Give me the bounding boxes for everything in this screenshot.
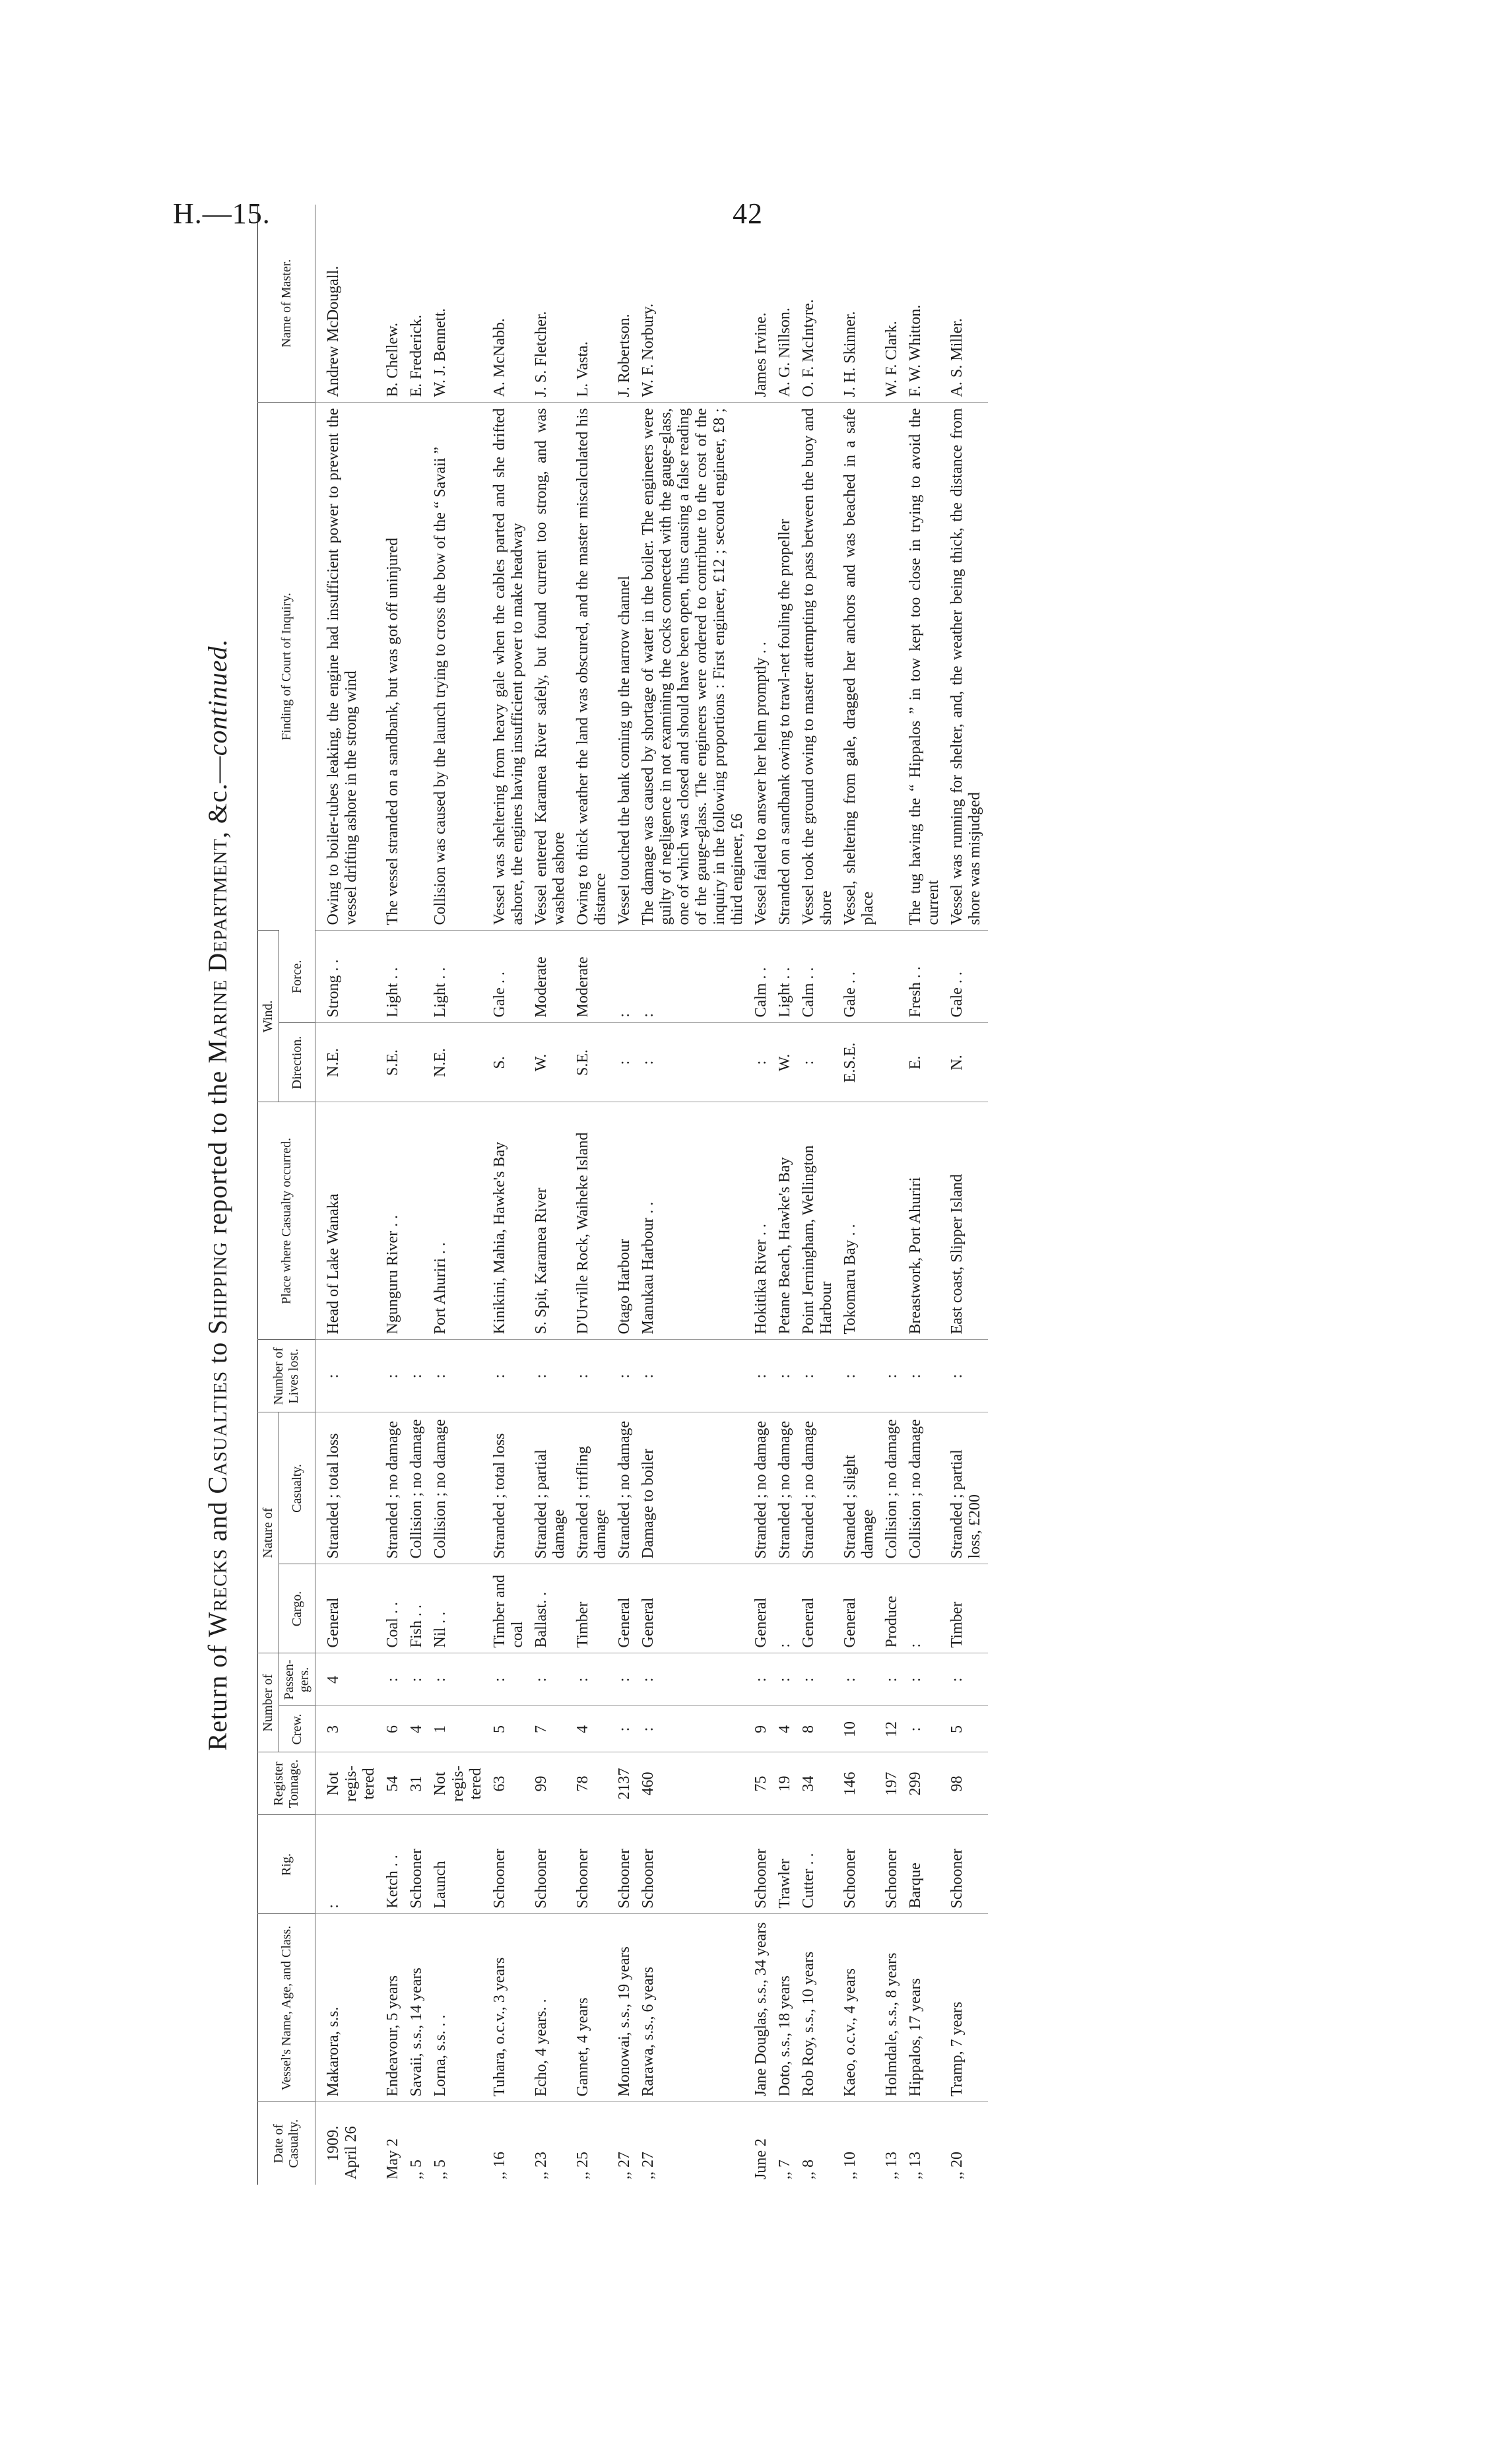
- table-row: [798, 205, 839, 2185]
- place-cell: Head of Lake Wanaka: [315, 1102, 383, 1340]
- wind-direction-cell: :: [750, 1023, 774, 1102]
- master-cell: J. S. Fletcher.: [533, 311, 550, 397]
- table-row: [489, 205, 531, 2185]
- rig-cell: Schooner: [839, 1815, 881, 1914]
- crew-cell: :: [638, 1706, 750, 1752]
- crew-cell: 1: [430, 1706, 489, 1752]
- rig-cell: Schooner: [614, 1815, 638, 1914]
- date-cell: ,, 8: [798, 2102, 839, 2185]
- lives-cell: :: [774, 1340, 798, 1412]
- col-header-finding: Finding of Court of Inquiry.: [258, 403, 315, 931]
- tonnage-cell: 54: [382, 1752, 406, 1815]
- cargo-cell: General: [798, 1564, 839, 1653]
- cargo-cell: General: [750, 1564, 774, 1653]
- lives-cell: :: [430, 1340, 489, 1412]
- date-cell: ,, 20: [946, 2102, 988, 2185]
- master-cell: W. F. Clark.: [883, 321, 900, 397]
- casualty-cell: Stranded ; slight damage: [839, 1412, 881, 1564]
- finding-cell: Vessel failed to answer her helm promptly . .: [750, 403, 774, 931]
- col-header-lives: Number of Lives lost.: [258, 1340, 315, 1412]
- place-cell: Port Ahuriri . .: [430, 1102, 489, 1340]
- wind-direction-cell: E.S.E.: [839, 1023, 881, 1102]
- passengers-cell: :: [489, 1653, 531, 1706]
- wind-direction-cell: N.: [946, 1023, 988, 1102]
- date-cell: ,, 23: [531, 2102, 572, 2185]
- date-cell: ,, 5: [406, 2102, 430, 2185]
- vessel-cell: Tramp, 7 years: [946, 1914, 988, 2102]
- crew-cell: 7: [531, 1706, 572, 1752]
- cargo-cell: :: [905, 1564, 946, 1653]
- table-row: [430, 205, 489, 2185]
- crew-cell: 10: [839, 1706, 881, 1752]
- date-cell: ,, 16: [489, 2102, 531, 2185]
- date-cell: ,, 10: [839, 2102, 881, 2185]
- finding-cell: Vessel was running for shelter, and, the weather being thick, the distance from shore was misjudged: [946, 403, 988, 931]
- wind-direction-cell: N.E.: [430, 1023, 489, 1102]
- title-part: , &c.—: [203, 756, 232, 839]
- tonnage-cell: 460: [638, 1752, 750, 1815]
- wind-force-cell: [406, 931, 430, 1023]
- lives-cell: :: [489, 1340, 531, 1412]
- place-cell: Petane Beach, Hawke's Bay: [774, 1102, 798, 1340]
- tonnage-cell: 99: [531, 1752, 572, 1815]
- wind-force-cell: :: [638, 931, 750, 1023]
- rig-cell: Schooner: [531, 1815, 572, 1914]
- wind-direction-cell: E.: [905, 1023, 946, 1102]
- master-cell: James Irvine.: [752, 312, 770, 397]
- table-row: [946, 205, 988, 2185]
- crew-cell: 9: [750, 1706, 774, 1752]
- tonnage-cell: 146: [839, 1752, 881, 1815]
- cargo-cell: Timber and coal: [489, 1564, 531, 1653]
- finding-cell: The damage was caused by shortage of water in the boiler. The engineers were guilty of negligence in not examining the cocks connected with the gauge-glass, one of which was closed and should have been open, thus causing a false reading of the gauge-glass. The engineers were ordered to contribute to the cost of the inquiry in the following proportions : First engineer, £12 ; second engineer, £8 ; third engineer, £6: [638, 403, 750, 931]
- vessel-cell: Doto, s.s., 18 years: [774, 1914, 798, 2102]
- lives-cell: :: [531, 1340, 572, 1412]
- title-part: Wrecks: [203, 1548, 232, 1638]
- table-row: [531, 205, 572, 2185]
- finding-cell: Owing to boiler-tubes leaking, the engine had insufficient power to prevent the vessel drifting ashore in the strong wind: [315, 403, 383, 931]
- lives-cell: :: [750, 1340, 774, 1412]
- wind-force-cell: Fresh . .: [905, 931, 946, 1023]
- passengers-cell: :: [946, 1653, 988, 1706]
- place-cell: Otago Harbour: [614, 1102, 638, 1340]
- master-cell: W. J. Bennett.: [432, 308, 449, 397]
- passengers-cell: :: [798, 1653, 839, 1706]
- crew-cell: 3: [315, 1706, 383, 1752]
- crew-cell: :: [614, 1706, 638, 1752]
- lives-cell: :: [905, 1340, 946, 1412]
- title-part: Casualties: [203, 1370, 232, 1494]
- master-cell: B. Chellew.: [384, 323, 401, 397]
- passengers-cell: :: [614, 1653, 638, 1706]
- wind-force-cell: Light . .: [774, 931, 798, 1023]
- casualty-cell: Collision ; no damage: [881, 1412, 905, 1564]
- passengers-cell: :: [774, 1653, 798, 1706]
- wind-direction-cell: S.E.: [572, 1023, 614, 1102]
- wind-direction-cell: :: [798, 1023, 839, 1102]
- cargo-cell: General: [315, 1564, 383, 1653]
- col-header-crew: Crew.: [279, 1706, 315, 1752]
- finding-cell: [881, 403, 905, 931]
- crew-cell: 5: [489, 1706, 531, 1752]
- rig-cell: Schooner: [638, 1815, 750, 1914]
- year-label: 1909.: [325, 2125, 342, 2162]
- crew-cell: 5: [946, 1706, 988, 1752]
- master-cell: A. G. Nillson.: [776, 308, 793, 397]
- table-row: [614, 205, 638, 2185]
- cargo-cell: Ballast. .: [531, 1564, 572, 1653]
- cargo-cell: General: [614, 1564, 638, 1653]
- finding-cell: The tug having the “ Hippalos ” in tow kept too close in trying to avoid the current: [905, 403, 946, 931]
- cargo-cell: :: [774, 1564, 798, 1653]
- table-row: [572, 205, 614, 2185]
- place-cell: Tokomaru Bay . .: [839, 1102, 881, 1340]
- col-header-cargo: Cargo.: [279, 1564, 315, 1653]
- lives-cell: :: [406, 1340, 430, 1412]
- wind-force-cell: Gale . .: [839, 931, 881, 1023]
- page-number: 42: [733, 197, 763, 230]
- tonnage-cell: Not regis-tered: [315, 1752, 383, 1815]
- passengers-cell: :: [531, 1653, 572, 1706]
- tonnage-cell: Not regis-tered: [430, 1752, 489, 1815]
- rig-cell: Schooner: [750, 1815, 774, 1914]
- wind-force-cell: Gale . .: [489, 931, 531, 1023]
- tonnage-cell: 31: [406, 1752, 430, 1815]
- casualty-cell: Damage to boiler: [638, 1412, 750, 1564]
- date-cell: ,, 25: [572, 2102, 614, 2185]
- passengers-cell: :: [638, 1653, 750, 1706]
- col-header-rig: Rig.: [258, 1815, 315, 1914]
- vessel-cell: Rarawa, s.s., 6 years: [638, 1914, 750, 2102]
- col-header-master: Name of Master.: [258, 205, 315, 403]
- wind-direction-cell: [881, 1023, 905, 1102]
- tonnage-cell: 98: [946, 1752, 988, 1815]
- date-label: April 26: [343, 2126, 360, 2179]
- date-cell: ,, 5: [430, 2102, 489, 2185]
- finding-cell: Owing to thick weather the land was obscured, and the master miscalculated his distance: [572, 403, 614, 931]
- title-part: Shipping: [203, 1241, 232, 1335]
- vessel-cell: Makarora, s.s.: [315, 1914, 383, 2102]
- master-cell: Andrew McDougall.: [325, 265, 342, 397]
- col-header-passengers: Passen-gers.: [279, 1653, 315, 1706]
- col-header-vessel: Vessel's Name, Age, and Class.: [258, 1914, 315, 2102]
- wind-force-cell: Calm . .: [750, 931, 774, 1023]
- passengers-cell: :: [750, 1653, 774, 1706]
- title-part: and: [203, 1494, 232, 1549]
- place-cell: Kinikini, Mahia, Hawke's Bay: [489, 1102, 531, 1340]
- tonnage-cell: 2137: [614, 1752, 638, 1815]
- wind-direction-cell: S.: [489, 1023, 531, 1102]
- table-row: [839, 205, 881, 2185]
- place-cell: East coast, Slipper Island: [946, 1102, 988, 1340]
- finding-cell: Stranded on a sandbank owing to trawl-net fouling the propeller: [774, 403, 798, 931]
- wind-force-cell: [881, 931, 905, 1023]
- rig-cell: :: [315, 1815, 383, 1914]
- title-part: continued.: [203, 638, 232, 756]
- casualty-cell: Collision ; no damage: [430, 1412, 489, 1564]
- wind-direction-cell: :: [614, 1023, 638, 1102]
- lives-cell: :: [946, 1340, 988, 1412]
- vessel-cell: Kaeo, o.c.v., 4 years: [839, 1914, 881, 2102]
- lives-cell: :: [638, 1340, 750, 1412]
- table-row: [406, 205, 430, 2185]
- lives-cell: :: [798, 1340, 839, 1412]
- rig-cell: Barque: [905, 1815, 946, 1914]
- report-code: H.—15.: [173, 197, 271, 230]
- date-cell: ,, 13: [905, 2102, 946, 2185]
- place-cell: D'Urville Rock, Waiheke Island: [572, 1102, 614, 1340]
- finding-cell: Vessel took the ground owing to master attempting to pass between the buoy and shore: [798, 403, 839, 931]
- passengers-cell: :: [572, 1653, 614, 1706]
- vessel-cell: Lorna, s.s. . .: [430, 1914, 489, 2102]
- master-cell: W. F. Norbury.: [640, 303, 657, 397]
- rig-cell: Schooner: [489, 1815, 531, 1914]
- master-cell: A. McNabb.: [491, 318, 508, 397]
- cargo-cell: Coal . .: [382, 1564, 406, 1653]
- rig-cell: Schooner: [572, 1815, 614, 1914]
- wind-direction-cell: :: [638, 1023, 750, 1102]
- crew-cell: 4: [774, 1706, 798, 1752]
- title-part: reported to the: [203, 1063, 232, 1242]
- date-cell: [315, 2102, 383, 2185]
- crew-cell: 4: [572, 1706, 614, 1752]
- table-title: [191, 205, 244, 2185]
- rig-cell: Launch: [430, 1815, 489, 1914]
- cargo-cell: Nil . .: [430, 1564, 489, 1653]
- wind-force-cell: Light . .: [430, 931, 489, 1023]
- passengers-cell: :: [839, 1653, 881, 1706]
- finding-cell: Vessel, sheltering from gale, dragged her anchors and was beached in a safe place: [839, 403, 881, 931]
- col-header-nature-of: Nature of: [258, 1412, 279, 1653]
- cargo-cell: General: [839, 1564, 881, 1653]
- place-cell: [406, 1102, 430, 1340]
- table-row: [905, 205, 946, 2185]
- casualty-cell: Stranded ; partial loss, £200: [946, 1412, 988, 1564]
- casualty-cell: Stranded ; no damage: [382, 1412, 406, 1564]
- place-cell: Manukau Harbour . .: [638, 1102, 750, 1340]
- casualty-cell: Stranded ; no damage: [614, 1412, 638, 1564]
- vessel-cell: Gannet, 4 years: [572, 1914, 614, 2102]
- finding-cell: Collision was caused by the launch trying to cross the bow of the “ Savaii ”: [430, 403, 489, 931]
- tonnage-cell: 75: [750, 1752, 774, 1815]
- place-cell: Hokitika River . .: [750, 1102, 774, 1340]
- master-cell: A. S. Miller.: [948, 318, 966, 397]
- table-row: [638, 205, 750, 2185]
- master-cell: F. W. Whitton.: [907, 304, 924, 397]
- casualty-cell: Stranded ; trifling damage: [572, 1412, 614, 1564]
- tonnage-cell: 299: [905, 1752, 946, 1815]
- casualty-cell: Stranded ; no damage: [798, 1412, 839, 1564]
- table-row: [881, 205, 905, 2185]
- col-header-date: Date of Casualty.: [258, 2102, 315, 2185]
- master-cell: L. Vasta.: [574, 341, 591, 397]
- passengers-cell: :: [430, 1653, 489, 1706]
- title-part: Return of: [203, 1637, 232, 1751]
- crew-cell: 4: [406, 1706, 430, 1752]
- lives-cell: :: [614, 1340, 638, 1412]
- date-cell: ,, 27: [638, 2102, 750, 2185]
- date-cell: ,, 13: [881, 2102, 905, 2185]
- wind-direction-cell: W.: [531, 1023, 572, 1102]
- finding-cell: Vessel entered Karamea River safely, but found current too strong, and was washed ashore: [531, 403, 572, 931]
- master-cell: J. H. Skinner.: [841, 311, 859, 397]
- title-part: Marine Department: [203, 838, 232, 1063]
- passengers-cell: :: [406, 1653, 430, 1706]
- tonnage-cell: 34: [798, 1752, 839, 1815]
- rig-cell: Schooner: [406, 1815, 430, 1914]
- vessel-cell: Savaii, s.s., 14 years: [406, 1914, 430, 2102]
- wind-force-cell: Calm . .: [798, 931, 839, 1023]
- col-header-casualty: Casualty.: [279, 1412, 315, 1564]
- crew-cell: :: [905, 1706, 946, 1752]
- master-cell: E. Frederick.: [408, 314, 425, 397]
- cargo-cell: Fish . .: [406, 1564, 430, 1653]
- tonnage-cell: 19: [774, 1752, 798, 1815]
- wind-force-cell: :: [614, 931, 638, 1023]
- tonnage-cell: 78: [572, 1752, 614, 1815]
- finding-cell: The vessel stranded on a sandbank, but was got off uninjured: [382, 403, 406, 931]
- cargo-cell: General: [638, 1564, 750, 1653]
- finding-cell: Vessel touched the bank coming up the narrow channel: [614, 403, 638, 931]
- table-row: [382, 205, 406, 2185]
- lives-cell: :: [881, 1340, 905, 1412]
- title-part: to: [203, 1334, 232, 1371]
- lives-cell: :: [315, 1340, 383, 1412]
- crew-cell: 12: [881, 1706, 905, 1752]
- casualty-cell: Stranded ; no damage: [774, 1412, 798, 1564]
- wind-force-cell: Moderate: [531, 931, 572, 1023]
- rotated-page-content: [191, 205, 1300, 2185]
- wind-direction-cell: N.E.: [315, 1023, 383, 1102]
- rig-cell: Schooner: [946, 1815, 988, 1914]
- crew-cell: 6: [382, 1706, 406, 1752]
- table-row: [750, 205, 774, 2185]
- casualty-cell: Stranded ; partial damage: [531, 1412, 572, 1564]
- crew-cell: 8: [798, 1706, 839, 1752]
- lives-cell: :: [572, 1340, 614, 1412]
- date-cell: May 2: [382, 2102, 406, 2185]
- vessel-cell: Hippalos, 17 years: [905, 1914, 946, 2102]
- col-header-force: Force.: [279, 931, 315, 1023]
- casualty-cell: Collision ; no damage: [406, 1412, 430, 1564]
- passengers-cell: :: [382, 1653, 406, 1706]
- lives-cell: :: [382, 1340, 406, 1412]
- casualty-cell: Stranded ; total loss: [489, 1412, 531, 1564]
- vessel-cell: Monowai, s.s., 19 years: [614, 1914, 638, 2102]
- place-cell: Ngunguru River . .: [382, 1102, 406, 1340]
- cargo-cell: Timber: [572, 1564, 614, 1653]
- rig-cell: Cutter . .: [798, 1815, 839, 1914]
- casualty-cell: Stranded ; total loss: [315, 1412, 383, 1564]
- rig-cell: Ketch . .: [382, 1815, 406, 1914]
- cargo-cell: Timber: [946, 1564, 988, 1653]
- date-cell: June 2: [750, 2102, 774, 2185]
- date-cell: ,, 27: [614, 2102, 638, 2185]
- vessel-cell: Jane Douglas, s.s., 34 years: [750, 1914, 774, 2102]
- tonnage-cell: 63: [489, 1752, 531, 1815]
- wind-direction-cell: S.E.: [382, 1023, 406, 1102]
- table-row: [774, 205, 798, 2185]
- lives-cell: :: [839, 1340, 881, 1412]
- place-cell: S. Spit, Karamea River: [531, 1102, 572, 1340]
- col-header-place: Place where Casualty occurred.: [258, 1102, 315, 1340]
- place-cell: Point Jerningham, Wellington Harbour: [798, 1102, 839, 1340]
- vessel-cell: Endeavour, 5 years: [382, 1914, 406, 2102]
- tonnage-cell: 197: [881, 1752, 905, 1815]
- wind-direction-cell: [406, 1023, 430, 1102]
- col-header-wind: Wind.: [258, 931, 279, 1102]
- wind-direction-cell: W.: [774, 1023, 798, 1102]
- wind-force-cell: Moderate: [572, 931, 614, 1023]
- master-cell: J. Robertson.: [616, 314, 633, 397]
- rig-cell: Trawler: [774, 1815, 798, 1914]
- vessel-cell: Tuhara, o.c.v., 3 years: [489, 1914, 531, 2102]
- vessel-cell: Echo, 4 years. .: [531, 1914, 572, 2102]
- finding-cell: Vessel was sheltering from heavy gale when the cables parted and she drifted ashore, the engines having insufficient power to make headway: [489, 403, 531, 931]
- rig-cell: Schooner: [881, 1815, 905, 1914]
- table-row: [315, 205, 383, 2185]
- vessel-cell: Rob Roy, s.s., 10 years: [798, 1914, 839, 2102]
- col-header-tonnage: Register Tonnage.: [258, 1752, 315, 1815]
- date-cell: ,, 7: [774, 2102, 798, 2185]
- passengers-cell: :: [881, 1653, 905, 1706]
- cargo-cell: Produce: [881, 1564, 905, 1653]
- col-header-number-of: Number of: [258, 1653, 279, 1752]
- master-cell: O. F. McIntyre.: [800, 299, 817, 397]
- vessel-cell: Holmdale, s.s., 8 years: [881, 1914, 905, 2102]
- passengers-cell: 4: [315, 1653, 383, 1706]
- casualty-cell: Collision ; no damage: [905, 1412, 946, 1564]
- wind-force-cell: Strong . .: [315, 931, 383, 1023]
- col-header-direction: Direction.: [279, 1023, 315, 1102]
- wind-force-cell: Gale . .: [946, 931, 988, 1023]
- place-cell: [881, 1102, 905, 1340]
- finding-cell: [406, 403, 430, 931]
- passengers-cell: :: [905, 1653, 946, 1706]
- place-cell: Breastwork, Port Ahuriri: [905, 1102, 946, 1340]
- wind-force-cell: Light . .: [382, 931, 406, 1023]
- casualty-rows: [315, 205, 989, 2185]
- casualty-cell: Stranded ; no damage: [750, 1412, 774, 1564]
- casualty-table: [257, 205, 988, 2185]
